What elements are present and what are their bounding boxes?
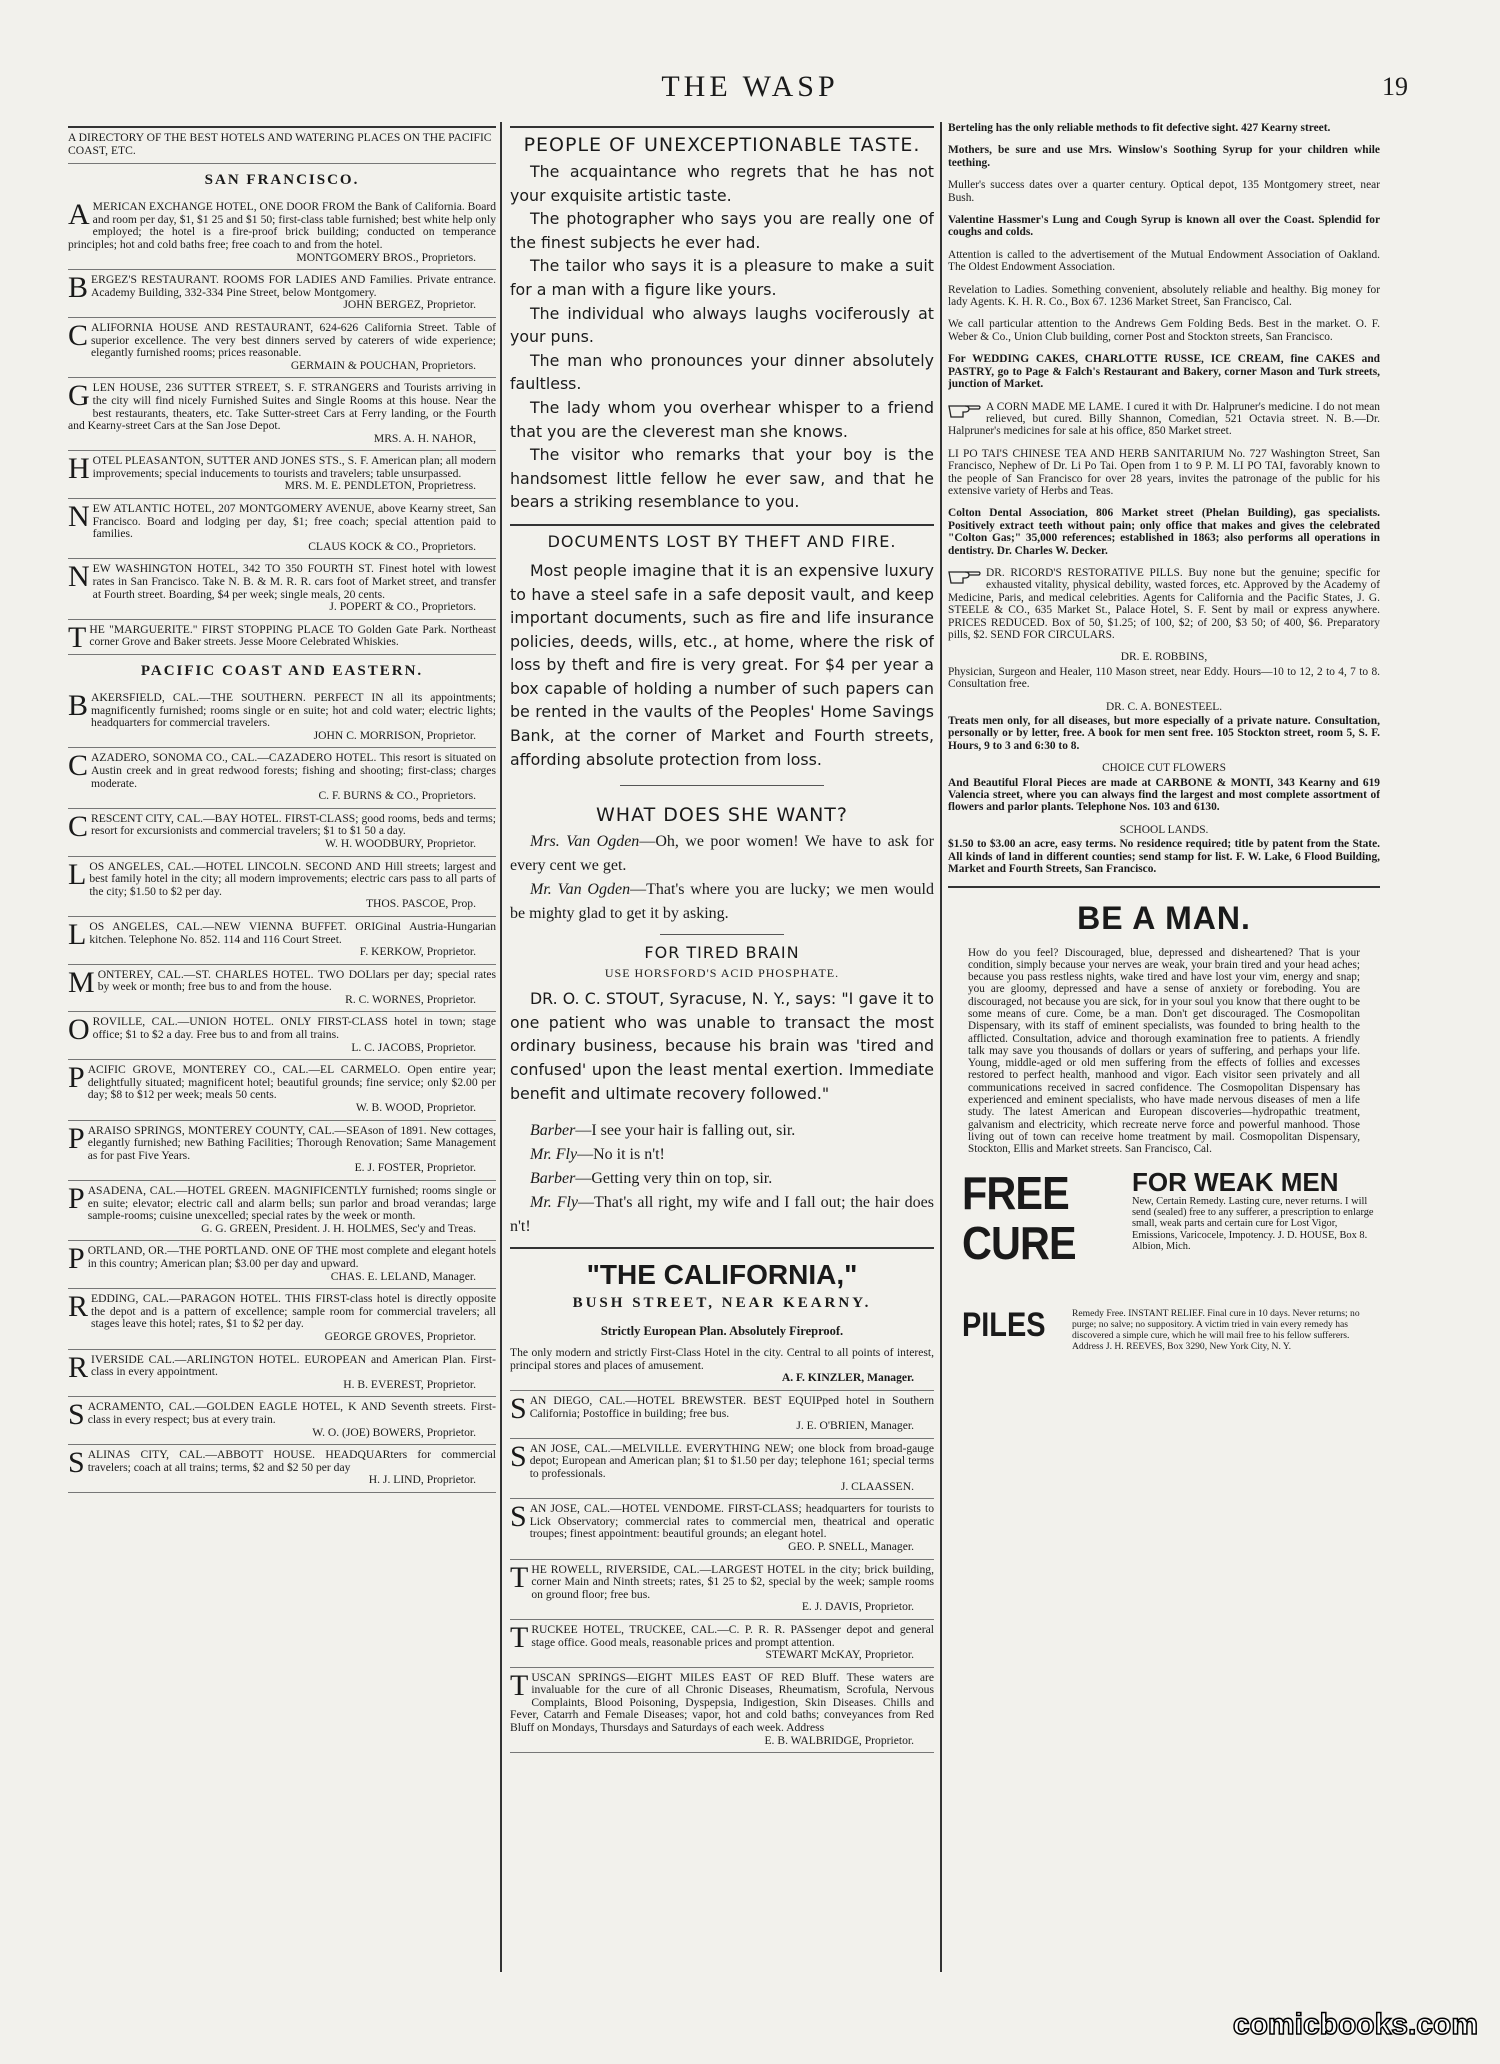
entry-text: ALINAS CITY, CAL.—ABBOTT HOUSE. HEADQUARters for commercial travelers; coach at all trains; terms, $2 and $2 50 per day — [87, 1448, 496, 1474]
free-cure-ad — [962, 1166, 1374, 1288]
people-paragraph: The man who pronounces your dinner absolutely faultless. — [510, 350, 934, 394]
entry-signature: J. E. O'BRIEN, Manager. — [796, 1419, 914, 1433]
entry-signature: STEWART McKAY, Proprietor. — [765, 1648, 914, 1662]
people-article — [510, 160, 934, 514]
dialog-text: —I see your hair is falling out, sir. — [575, 1122, 796, 1140]
directory-entry — [68, 1445, 496, 1493]
documents-article: Most people imagine that it is an expensive luxury to have a steel safe in a safe deposit vault, and keep important documents, such as fire and life insurance policies, deeds, wills, etc., at home, where the risk of loss by theft and fire is very great. For $4 per year a box capable of holding a number of such papers can be rented in the vaults of the Peoples' Home Savings Bank, at the corner of Market and Fourth streets, affording absolute protection from loss. — [510, 560, 934, 769]
entry-text: AZADERO, SONOMA CO., CAL.—CAZADERO HOTEL. This resort is situated on Austin creek and in great redwood forests; fishing and shooting; first-class; charges moderate. — [91, 751, 496, 790]
school-lands-heading: SCHOOL LANDS. — [1119, 823, 1209, 836]
entry-text: EDDING, CAL.—PARAGON HOTEL. THIS FIRST-class hotel is directly opposite the depot and is a pattern of excellence; sample room for commercial travelers; all stages leave this hotel; rates, $1 to $2 per day. — [91, 1292, 496, 1331]
entry-text: AN JOSE, CAL.—HOTEL VENDOME. FIRST-CLASS; headquarters for tourists to Lick Observatory; commercial rates to commercial men, theatrical and operatic troupes; finest appointment: beautiful grounds; an elegant hotel. — [529, 1502, 934, 1541]
rule — [948, 886, 1380, 888]
directory-entry — [510, 1391, 934, 1439]
entry-initial: T — [510, 1668, 529, 1702]
dialog-text: —That's where you are lucky; we men would be mighty glad to get it by asking. — [510, 881, 934, 923]
directory-entry — [510, 1499, 934, 1559]
entry-text: AKERSFIELD, CAL.—THE SOUTHERN. PERFECT IN all its appointments; magnificently furnished; rooms single or en suite; hot and cold water; electric lights; headquarters for commercial travelers. — [91, 691, 496, 730]
entry-initial: S — [510, 1439, 527, 1473]
entry-text: ONTEREY, CAL.—ST. CHARLES HOTEL. TWO DOLlars per day; special rates by week or month; free bus to and from the house. — [97, 967, 496, 994]
entry-initial: S — [510, 1500, 527, 1534]
directory-entry — [68, 809, 496, 857]
directory-entry — [68, 197, 496, 270]
entry-text: MERICAN EXCHANGE HOTEL, ONE DOOR FROM the Bank of California. Board and room per day, $1, $1 25 and $1 50; first-class table furnished; best white help only employed; the hotel is a fire-proof brick building; conducted on temperance principles; hot and cold baths free; free coach to and from the hotel. — [68, 200, 496, 251]
entry-initial: T — [510, 1560, 529, 1594]
people-paragraph: The lady whom you overhear whisper to a friend that you are the cleverest man she knows. — [510, 397, 934, 441]
directory-entry — [68, 748, 496, 808]
entry-initial: R — [68, 1350, 89, 1384]
robbins-notice: Physician, Surgeon and Healer, 110 Mason street, near Eddy. Hours—10 to 12, 2 to 4, 7 to 8. Consultation free. — [948, 665, 1380, 691]
entry-initial: S — [68, 1446, 85, 1480]
directory-entry — [510, 1668, 934, 1754]
directory-entry — [68, 451, 496, 499]
pointing-hand-icon — [948, 401, 982, 419]
entry-text: OS ANGELES, CAL.—NEW VIENNA BUFFET. ORIGinal Austria-Hungarian kitchen. Telephone No. 852. 114 and 116 Court Street. — [89, 919, 496, 946]
entry-text: LEN HOUSE, 236 SUTTER STREET, S. F. STRANGERS and Tourists arriving in the city will find nicely Furnished Suites and Single Rooms at this house. Near the best restaurants, theaters, etc. Take Sutter-street Cars at Ferry landing, or the Fourth and Kearny-street Cars at the San Jose Depot. — [68, 381, 496, 433]
directory-entry — [68, 499, 496, 559]
entry-initial: O — [68, 1013, 90, 1047]
entry-signature: E. J. FOSTER, Proprietor. — [354, 1161, 476, 1175]
piles-ad — [962, 1306, 1366, 1366]
entry-text: AN JOSE, CAL.—MELVILLE. EVERYTHING NEW; one block from broad-gauge depot; European and American plan; $1 to $1.50 per day; telephone 161; special terms to professionals. — [529, 1441, 934, 1480]
dialog-speaker: Mr. Van Ogden — [530, 881, 631, 899]
entry-text: USCAN SPRINGS—EIGHT MILES EAST OF RED Bluff. These waters are invaluable for the cure of all Chronic Diseases, Rheumatism, Scrofula, Nervous Complaints, Blood Poisoning, Dyspepsia, Indigestion, Skin Diseases. Chills and Fever, Catarrh and Female Diseases; vapor, hot and cold baths; conveyances from Red Bluff on Mondays, Thursdays and Saturdays of each week. Address — [510, 1670, 934, 1735]
pointing-hand-icon — [948, 567, 982, 585]
article-heading-brain: FOR TIRED BRAIN — [644, 943, 800, 963]
entry-text: ALIFORNIA HOUSE AND RESTAURANT, 624-626 California Street. Table of superior excellence. The very best dinners served by caterers of wide experience; elegantly furnished rooms; prices reasonable. — [91, 320, 496, 360]
column-divider-1 — [500, 122, 502, 1972]
short-notices — [948, 122, 1380, 391]
entry-initial: P — [68, 1061, 85, 1095]
more-entries — [510, 1391, 934, 1753]
entry-initial: G — [68, 379, 90, 413]
be-a-man-ad: How do you feel? Discouraged, blue, depressed and disheartened? That is your condition, simply because your nerves are weak, your brain tired and your head aches; because you pass restless nights, wake tired and have lost your vim, energy and snap; you are gloomy, depressed and have a sense of anxiety or foreboding. You are discouraged, not because you are sick, for in your soul you know that there ought to be some means of cure. Come, be a man. Don't get discouraged. The Cosmopolitan Dispensary, with its staff of eminent specialists, was founded to bring health to the afflicted. Consultation, advice and thorough examination free to patients. A friendly talk may save you thousands of dollars or years of suffering, and perhaps your life. Young, middle-aged or old men suffering from the effects of follies and excesses restored to perfect health, manhood and vigor. Each visitor seen privately and all communications received in sacred confidence. The Cosmopolitan Dispensary has experienced and eminent specialists, who have made nervous diseases of men a life study. The latest American and European discoveries—hydropathic treatment, galvanism and electricity, which recreate nerve force and powerful manhood. Those living out of town can receive home treatment by mail. Cosmopolitan Dispensary, Stockton, Ellis and Market streets. San Francisco, Cal. — [968, 946, 1360, 1156]
people-paragraph: The tailor who says it is a pleasure to make a suit for a man with a figure like yours. — [510, 256, 934, 299]
entry-initial: S — [68, 1398, 85, 1432]
people-paragraph: The visitor who remarks that your boy is the handsomest little fellow he ever saw, and that he bears a striking resemblance to you. — [510, 445, 934, 512]
entry-text: HE "MARGUERITE." FIRST STOPPING PLACE TO Golden Gate Park. Northeast corner Grove and Baker streets. Jesse Moore Celebrated Whiskies. — [89, 622, 496, 649]
article-heading-documents: DOCUMENTS LOST BY THEFT AND FIRE. — [547, 531, 897, 551]
entry-initial: N — [68, 500, 90, 534]
entry-text: EW ATLANTIC HOTEL, 207 MONTGOMERY AVENUE, above Kearny street, San Francisco. Board and lodging per day, $1; free coach; special attention paid to families. — [92, 502, 496, 541]
directory-entry — [68, 917, 496, 965]
entry-signature: H. J. LIND, Proprietor. — [368, 1473, 476, 1487]
entry-signature: GEORGE GROVES, Proprietor. — [324, 1329, 476, 1343]
entry-initial: S — [510, 1392, 527, 1425]
entry-initial: B — [68, 271, 89, 305]
articles-column — [510, 122, 934, 1972]
directory-entry — [68, 1350, 496, 1398]
entry-initial: H — [68, 452, 90, 486]
entry-signature: GEO. P. SNELL, Manager. — [788, 1539, 914, 1553]
california-hotel-text — [510, 1343, 934, 1391]
california-hotel-address: BUSH STREET, NEAR KEARNY. — [572, 1295, 872, 1312]
rule — [510, 524, 934, 526]
entry-signature: R. C. WORNES, Proprietor. — [345, 992, 476, 1006]
dialog-speaker: Barber — [530, 1170, 576, 1188]
dialog-speaker: Mr. Fly — [530, 1194, 579, 1212]
entry-text: IVERSIDE CAL.—ARLINGTON HOTEL. EUROPEAN and American Plan. First-class in every appointment. — [91, 1352, 496, 1379]
entry-initial: L — [68, 857, 87, 891]
directory-entry — [68, 688, 496, 748]
entry-signature: MRS. A. H. NAHOR, — [373, 431, 476, 445]
notice-item: Mothers, be sure and use Mrs. Winslow's Soothing Syrup for your children while teething. — [948, 144, 1380, 169]
brain-article: DR. O. C. STOUT, Syracuse, N. Y., says: "I gave it to one patient who was unable to transact the most ordinary business, because his brain was 'tired and confused' upon the least mental exertion. Immediate benefit and ultimate recovery followed." — [510, 989, 934, 1103]
article-heading-want: WHAT DOES SHE WANT? — [596, 804, 848, 827]
entry-text: OTEL PLEASANTON, SUTTER AND JONES STS., S. F. American plan; all modern improvements; special inducements to tourists and travelers; table unsurpassed. — [92, 454, 496, 480]
notices-column — [948, 122, 1380, 1972]
bonesteel-notice: Treats men only, for all diseases, but more especially of a private nature. Consultation, personally or by letter, free. A book for men sent free. 105 Stockton street, room 5, S. F. Hours, 9 to 3 and 6:30 to 8. — [948, 715, 1380, 752]
directory-entry — [68, 1241, 496, 1289]
entry-initial: P — [68, 1182, 85, 1215]
rule — [660, 934, 784, 935]
sf-entries — [68, 197, 496, 655]
directory-entry — [68, 965, 496, 1013]
flowers-heading: CHOICE CUT FLOWERS — [1102, 762, 1226, 775]
free-cure-headline: FREE CURE — [962, 1166, 1076, 1269]
masthead-title: THE WASP — [661, 70, 839, 103]
piles-text: Remedy Free. INSTANT RELIEF. Final cure in 10 days. Never returns; no purge; no salve; no suppository. A victim tried in vain every remedy has discovered a simple cure, which he will mail free to his fellow sufferers. Address J. H. REEVES, Box 3290, New York City, N. Y. — [1072, 1307, 1360, 1352]
flowers-notice: And Beautiful Floral Pieces are made at CARBONE & MONTI, 343 Kearny and 619 Valencia street, where you can always find the largest and most complete assortment of flowers and parlor plants. Telephone Nos. 103 and 6130. — [948, 776, 1380, 814]
entry-signature: GERMAIN & POUCHAN, Proprietors. — [290, 358, 476, 372]
dialog-speaker: Barber — [530, 1122, 576, 1140]
entry-initial: P — [68, 1121, 85, 1155]
notice-item: Valentine Hassmer's Lung and Cough Syrup is known all over the Coast. Splendid for coughs and colds. — [948, 214, 1380, 239]
directory-entry — [68, 559, 496, 619]
entry-signature: THOS. PASCOE, Prop. — [365, 897, 476, 911]
directory-entry — [68, 1060, 496, 1120]
rule — [510, 1247, 934, 1249]
pc-entries — [68, 688, 496, 1493]
dialog-text: —No it is n't! — [577, 1146, 665, 1164]
notice-item: For WEDDING CAKES, CHARLOTTE RUSSE, ICE CREAM, fine CAKES and PASTRY, go to Page & Falch's Restaurant and Bakery, corner Mason and Turk streets, junction of Market. — [948, 353, 1380, 391]
entry-signature: G. G. GREEN, President. J. H. HOLMES, Sec'y and Treas. — [201, 1221, 476, 1235]
entry-initial: A — [68, 198, 90, 232]
hotel-directory-column — [68, 122, 496, 1972]
robbins-heading: DR. E. ROBBINS, — [1120, 651, 1208, 664]
entry-signature: E. J. DAVIS, Proprietor. — [801, 1600, 914, 1614]
dialog-text: —That's all right, my wife and I fall out; the hair does n't! — [510, 1194, 934, 1236]
directory-entry — [68, 1012, 496, 1060]
entry-signature: C. F. BURNS & CO., Proprietors. — [318, 789, 476, 803]
entry-initial: C — [68, 318, 89, 352]
entry-signature: JOHN BERGEZ, Proprietor. — [343, 298, 476, 312]
california-hotel-title: "THE CALIFORNIA," — [586, 1259, 858, 1291]
people-paragraph: The photographer who says you are really one of the finest subjects he ever had. — [510, 209, 934, 252]
directory-intro: A DIRECTORY OF THE BEST HOTELS AND WATERING PLACES ON THE PACIFIC COAST, ETC. — [68, 132, 496, 164]
entry-signature: L. C. JACOBS, Proprietor. — [351, 1040, 476, 1054]
entry-signature: MONTGOMERY BROS., Proprietors. — [296, 250, 476, 264]
entry-text: HE ROWELL, RIVERSIDE, CAL.—LARGEST HOTEL in the city; brick building, corner Main and Ninth streets; rates, $1 25 to $2, special by the week; sample rooms on ground floor; free bus. — [531, 1562, 934, 1601]
directory-entry — [68, 1121, 496, 1181]
be-a-man-title: BE A MAN. — [1077, 899, 1251, 936]
entry-initial: M — [68, 965, 95, 999]
entry-text: RESCENT CITY, CAL.—BAY HOTEL. FIRST-CLASS; good rooms, beds and terms; resort for excursionists and commercial travelers; $1 to $1 50 a day. — [91, 811, 496, 838]
entry-initial: L — [68, 917, 87, 951]
entry-initial: R — [68, 1290, 89, 1324]
entry-initial: T — [68, 620, 87, 654]
bonesteel-heading: DR. C. A. BONESTEEL. — [1105, 700, 1223, 713]
notice-item: Attention is called to the advertisement of the Mutual Endowment Association of Oakland. The Oldest Endowment Association. — [948, 248, 1380, 274]
dialog-line — [510, 1119, 934, 1143]
entry-text: OS ANGELES, CAL.—HOTEL LINCOLN. SECOND AND Hill streets; largest and best family hotel in the city; all modern improvements; electric cars pass to all parts of the city; $1.50 to $2 per day. — [89, 859, 496, 898]
entry-initial: B — [68, 689, 89, 722]
entry-signature: MRS. M. E. PENDLETON, Proprietress. — [284, 479, 476, 493]
directory-entry — [510, 1620, 934, 1668]
dialog-line — [510, 1143, 934, 1167]
entry-text: ERGEZ'S RESTAURANT. ROOMS FOR LADIES AND Families. Private entrance. Academy Building, 332-334 Pine Street, below Montgomery. — [91, 273, 496, 299]
entry-text: ACIFIC GROVE, MONTEREY CO., CAL.—EL CARMELO. Open entire year; delightfully situated; magnificent hotel; beautiful grounds; fine service; only $2.00 per day; $8 to $12 per week; meals 50 cents. — [87, 1063, 496, 1102]
california-hotel-description: The only modern and strictly First-Class Hotel in the city. Central to all points of interest, principal stores and places of amusement. — [510, 1346, 934, 1372]
barber-dialog — [510, 1119, 934, 1239]
entry-signature: H. B. EVEREST, Proprietor. — [343, 1377, 476, 1391]
people-paragraph: The acquaintance who regrets that he has not your exquisite artistic taste. — [510, 162, 934, 205]
entry-initial: T — [510, 1620, 529, 1654]
entry-signature: W. B. WOOD, Proprietor. — [355, 1101, 476, 1115]
entry-signature: W. O. (JOE) BOWERS, Proprietor. — [312, 1425, 476, 1439]
directory-entry — [68, 270, 496, 318]
notice-item: Muller's success dates over a quarter century. Optical depot, 135 Montgomery street, near Bush. — [948, 179, 1380, 204]
dialog-line — [510, 830, 934, 878]
dialog-speaker: Mrs. Van Ogden — [530, 833, 640, 851]
directory-entry — [68, 318, 496, 378]
free-cure-text: New, Certain Remedy. Lasting cure, never returns. I will send (sealed) free to any sufferer, a prescription to enlarge small, weak parts and certain cure for Lost Vigor, Emissions, Varicocele, Impotency. J. D. HOUSE, Box 8. Albion, Mich. — [1132, 1195, 1374, 1253]
column-divider-2 — [940, 122, 942, 1972]
entry-signature: W. H. WOODBURY, Proprietor. — [325, 836, 476, 850]
dialog-line — [510, 1167, 934, 1191]
directory-entry — [68, 857, 496, 917]
free-cure-body — [1132, 1168, 1380, 1253]
colton-dental-notice: Colton Dental Association, 806 Market street (Phelan Building), gas specialists. Positively extract teeth without pain; only office that makes and gives the celebrated "Colton Gas;" 35,000 references; established in 1863; also performs all operations in dentistry. Dr. Charles W. Decker. — [948, 507, 1380, 557]
entry-text: AN DIEGO, CAL.—HOTEL BREWSTER. BEST EQUIPped hotel in Southern California; Postoffice in building; free bus. — [529, 1394, 934, 1420]
li-po-tai-notice: LI PO TAI'S CHINESE TEA AND HERB SANITARIUM No. 727 Washington Street, San Francisco, Nephew of Dr. Li Po Tai. Open from 1 to 9 P. M. LI PO TAI, favorably known to the people of San Francisco for over 28 years, invites the patronage of the public for his extensive variety of Herbs and Teas. — [948, 447, 1380, 497]
corn-notice-text: A CORN MADE ME LAME. I cured it with Dr. Halpruner's medicine. I do not mean relieved, but cured. Billy Shannon, Comedian, 521 Octavia street. N. B.—Dr. Halpruner's medicines for sale at his office, 850 Market street. — [948, 400, 1380, 438]
entry-initial: P — [68, 1242, 85, 1276]
entry-signature: CHAS. E. LELAND, Manager. — [330, 1269, 476, 1283]
entry-initial: N — [68, 560, 90, 594]
notice-item: Revelation to Ladies. Something convenient, absolutely reliable and healthy. Big money for lady Agents. K. H. R. Co., Box 67. 1236 Market Street, San Francisco, Cal. — [948, 283, 1380, 309]
california-hotel-signature: A. F. KINZLER, Manager. — [781, 1371, 914, 1385]
entry-text: ORTLAND, OR.—THE PORTLAND. ONE OF THE most complete and elegant hotels in this country; American plan; $3.00 per day and upward. — [87, 1244, 496, 1270]
dialog-line — [510, 1191, 934, 1239]
want-dialog — [510, 830, 934, 926]
entry-signature: F. KERKOW, Proprietor. — [359, 945, 476, 959]
entry-initial: C — [68, 809, 89, 843]
page-header — [0, 70, 1500, 110]
entry-text: ASADENA, CAL.—HOTEL GREEN. MAGNIFICENTLY furnished; rooms single or en suite; elevator; electric call and alarm bells; sun parlor and broad verandas; large sample-rooms; cuisine unexcelled; special rates by the week or month. — [87, 1184, 496, 1223]
people-paragraph: The individual who always laughs vociferously at your puns. — [510, 303, 934, 347]
dialog-speaker: Mr. Fly — [530, 1146, 578, 1164]
directory-entry — [68, 378, 496, 451]
california-hotel-plan: Strictly European Plan. Absolutely Fireproof. — [600, 1324, 844, 1339]
entry-initial: C — [68, 749, 89, 783]
top-rule — [510, 126, 934, 128]
entry-text: EW WASHINGTON HOTEL, 342 TO 350 FOURTH ST. Finest hotel with lowest rates in San Francisco. Take N. B. & M. R. R. cars foot of Market street, and transfer at Fourth street. Boarding, $4 per week; single meals, 20 cents. — [92, 562, 496, 601]
free-cure-weak-men: FOR WEAK MEN — [1132, 1166, 1339, 1197]
dialog-line — [510, 878, 934, 926]
ricord-pills-notice — [948, 567, 1380, 641]
dialog-text: —Getting very thin on top, sir. — [575, 1170, 773, 1188]
entry-text: ACRAMENTO, CAL.—GOLDEN EAGLE HOTEL, K AND Seventh streets. First-class in every respect; bus at every train. — [87, 1400, 496, 1426]
dialog-text: —Oh, we poor women! We have to ask for every cent we get. — [510, 833, 934, 875]
directory-entry — [68, 1397, 496, 1445]
entry-signature: J. CLAASSEN. — [840, 1479, 914, 1493]
entry-signature: CLAUS KOCK & CO., Proprietors. — [308, 539, 476, 553]
entry-text: ARAISO SPRINGS, MONTEREY COUNTY, CAL.—SEAson of 1891. New cottages, elegantly furnished; new Bathing Facilities; Thorough Renovation; Same Management as for past Five Years. — [87, 1123, 496, 1162]
entry-signature: E. B. WALBRIDGE, Proprietor. — [764, 1733, 914, 1747]
entry-signature: J. POPERT & CO., Proprietors. — [329, 600, 476, 614]
corn-notice — [948, 401, 1380, 438]
entry-signature: JOHN C. MORRISON, Proprietor. — [313, 728, 476, 742]
notice-item: Berteling has the only reliable methods to fit defective sight. 427 Kearny street. — [948, 122, 1331, 134]
ricord-pills-text: DR. RICORD'S RESTORATIVE PILLS. Buy none but the genuine; specific for exhausted vitality, physical debility, wasted forces, etc. Approved by the Academy of Medicine, Paris, and medical celebrities. Agents for California and the Pacific States, J. G. STEELE & CO., 635 Market St., Palace Hotel, S. F. Sent by mail or express anywhere. PRICES REDUCED. Box of 50, $1.25; of 100, $2; of 200, $3 50; of 400, $6. Preparatory pills, $2. SEND FOR CIRCULARS. — [948, 566, 1380, 641]
school-lands-notice: $1.50 to $3.00 an acre, easy terms. No residence required; title by patent from the State. All kinds of land in different counties; send stamp for list. F. W. Lake, 6 Flood Building, Market and Fourth Streets, San Francisco. — [948, 838, 1380, 876]
directory-entry — [510, 1560, 934, 1620]
directory-entry — [68, 1289, 496, 1349]
entry-text: ROVILLE, CAL.—UNION HOTEL. ONLY FIRST-CLASS hotel in town; stage office; $1 to $2 a day. Free bus to and from all trains. — [92, 1015, 496, 1042]
article-heading-people: PEOPLE OF UNEXCEPTIONABLE TASTE. — [523, 134, 921, 156]
rule — [620, 785, 824, 786]
section-heading-san-francisco: SAN FRANCISCO. — [204, 172, 360, 189]
entry-text: RUCKEE HOTEL, TRUCKEE, CAL.—C. P. R. R. PASsenger depot and general stage office. Good meals, reasonable prices and prompt attention. — [531, 1622, 934, 1649]
notice-item: We call particular attention to the Andrews Gem Folding Beds. Best in the market. O. F. Weber & Co., Union Club building, corner Post and Stockton streets, San Francisco. — [948, 318, 1380, 343]
top-rule — [68, 126, 496, 128]
section-heading-pacific-coast: PACIFIC COAST AND EASTERN. — [140, 663, 424, 679]
watermark: comicbooks.com — [1232, 2008, 1478, 2041]
piles-headline: PILES — [962, 1305, 1046, 1344]
directory-entry — [68, 620, 496, 655]
page-number: 19 — [1382, 72, 1408, 101]
brain-subheading: USE HORSFORD'S ACID PHOSPHATE. — [604, 966, 840, 981]
directory-entry — [68, 1181, 496, 1241]
directory-entry — [510, 1439, 934, 1499]
